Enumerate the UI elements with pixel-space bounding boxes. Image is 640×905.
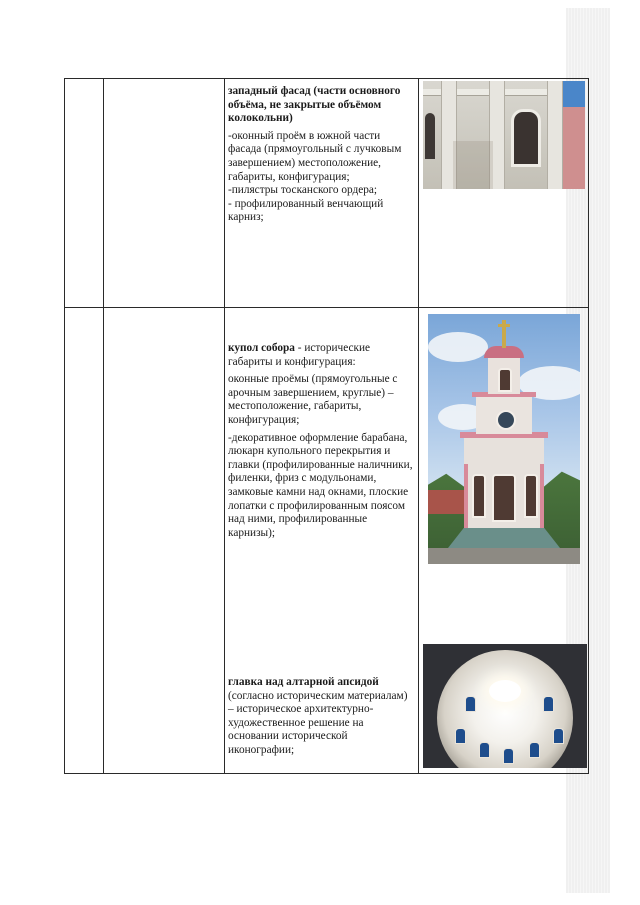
element-details: (согласно историческим материалам) – историческое архитектурно-художественное решение на основании исторической иконографии;	[228, 689, 408, 756]
description-cell	[225, 79, 419, 308]
number-cell	[65, 308, 104, 774]
table-row	[65, 308, 589, 774]
table-row	[65, 79, 589, 308]
object-cell	[104, 79, 225, 308]
photo-cell	[419, 79, 589, 308]
element-heading: купол собора	[228, 342, 295, 354]
element-details-2: -декоративное оформление барабана, люкарн купольного перекрытия и главки (профилированные наличники, филенки, фриз с модульонами, замковые камни над окнами, плоские лопатки с профилированным поясом над ними, профилированные карнизы);	[228, 431, 413, 539]
description-cell	[225, 308, 419, 774]
number-cell	[65, 79, 104, 308]
photo-cell	[419, 308, 589, 774]
object-cell	[104, 308, 225, 774]
element-heading: западный фасад (части основного объёма, не закрытые объёмом колокольни)	[228, 85, 401, 125]
dome-interior-photo	[423, 644, 587, 768]
element-details: оконные проёмы (прямоугольные с арочным завершением, круглые) – местоположение, габариты, конфигурация;	[228, 373, 398, 426]
cupola-photo	[428, 314, 580, 564]
protected-elements-table	[64, 78, 589, 774]
element-heading-tail: - исторические габариты и конфигурация:	[228, 342, 371, 368]
element-heading: главка над алтарной апсидой	[228, 676, 379, 688]
facade-photo	[423, 81, 585, 189]
element-details: -оконный проём в южной части фасада (прямоугольный с лучковым завершением) местоположение, габариты, конфигурация; -пилястры тосканского ордера; - профилированный венчающий карниз;	[228, 129, 402, 224]
